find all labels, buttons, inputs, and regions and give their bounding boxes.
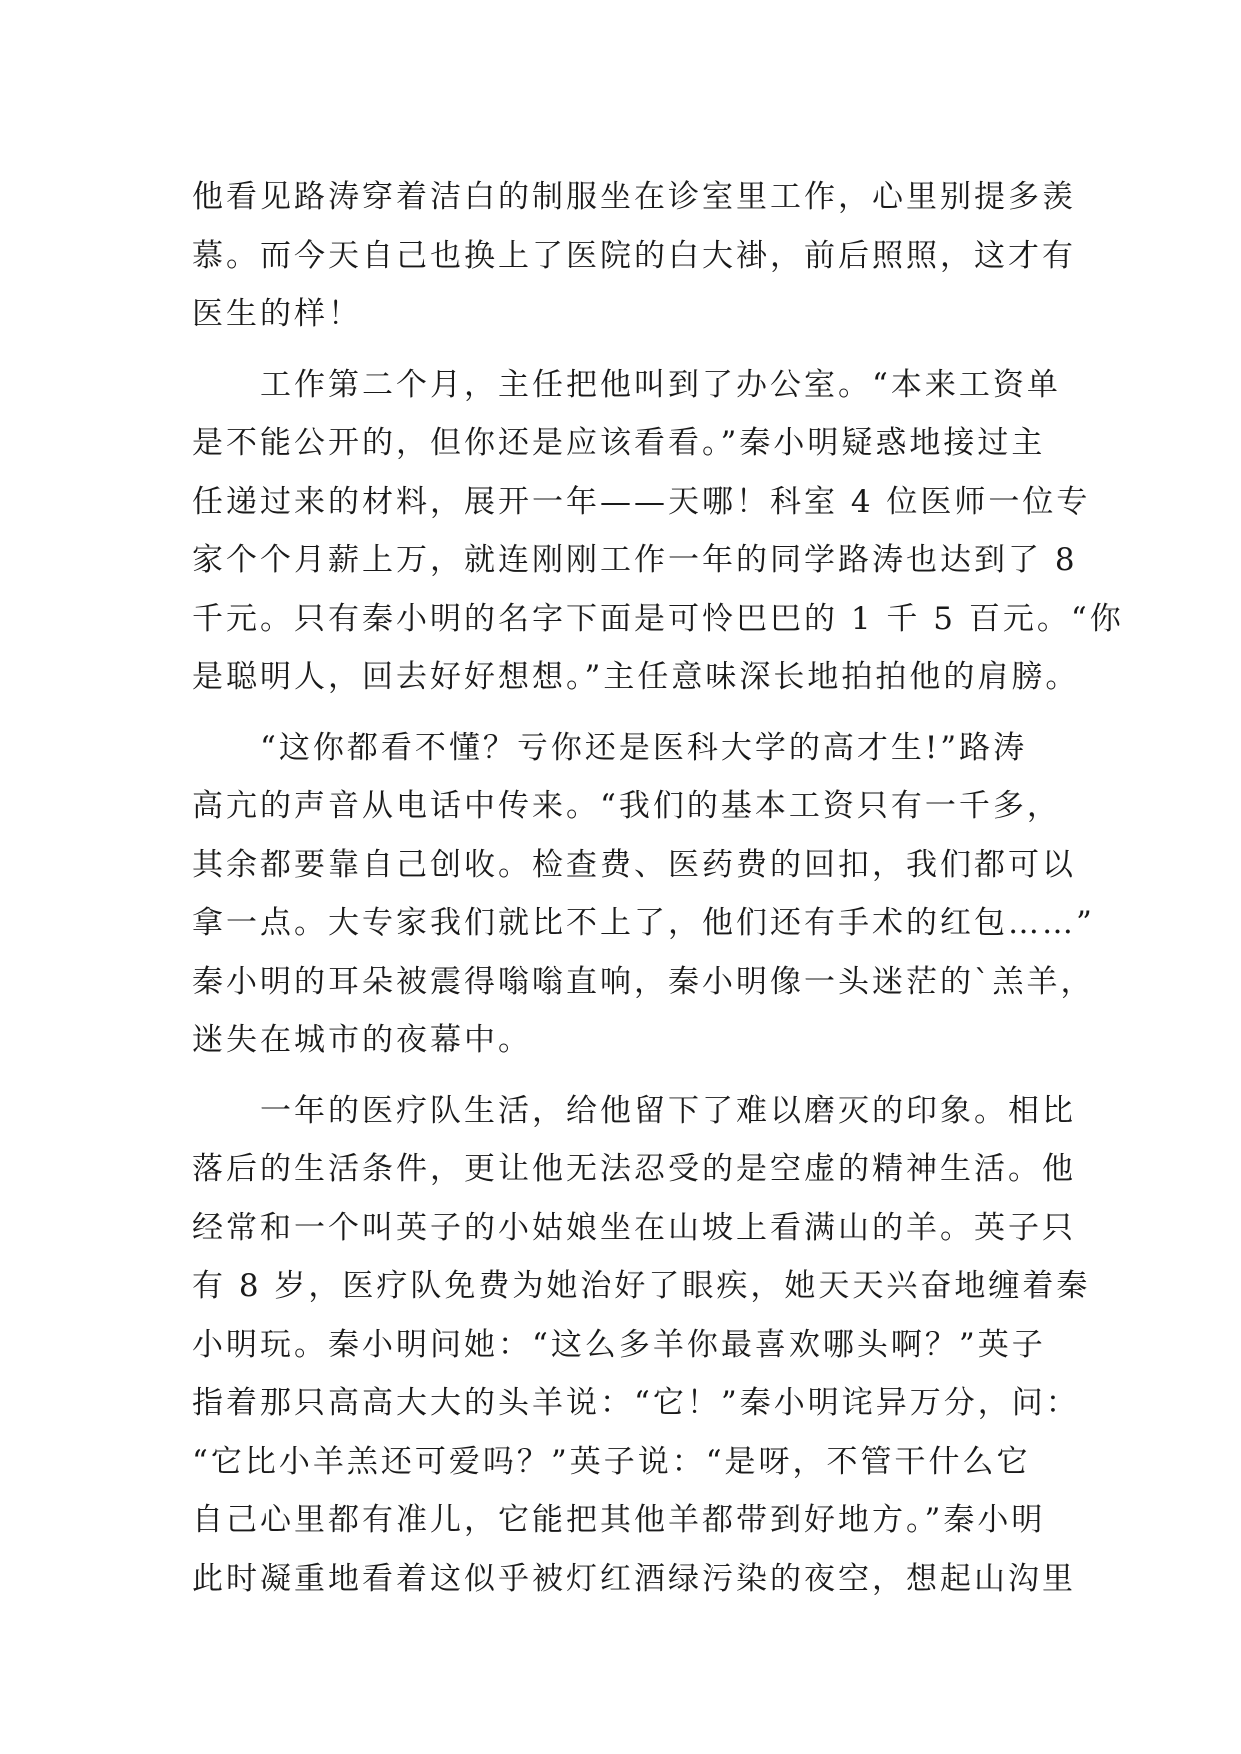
- text-line: 秦小明的耳朵被震得嗡嗡直响，秦小明像一头迷茫的`羔羊，: [192, 963, 1095, 1000]
- text-line: 工作第二个月，主任把他叫到了办公室。“本来工资单: [192, 366, 1061, 403]
- text-line: 落后的生活条件，更让他无法忍受的是空虚的精神生活。他: [192, 1151, 1076, 1187]
- text-line: 慕。而今天自己也换上了医院的白大褂，前后照照，这才有: [192, 237, 1076, 274]
- text-line: 小明玩。秦小明问她：“这么多羊你最喜欢哪头啊？”英子: [192, 1326, 1046, 1363]
- text-line: 经常和一个叫英子的小姑娘坐在山坡上看满山的羊。英子只: [192, 1209, 1076, 1246]
- text-line: “它比小羊羔还可爱吗？”英子说：“是呀，不管干什么它: [192, 1443, 1031, 1480]
- paragraph-1: [192, 168, 1076, 344]
- text-line: 指着那只高高大大的头羊说：“它！”秦小明诧异万分，问：: [192, 1385, 1080, 1421]
- text-line: 自己心里都有准儿，它能把其他羊都带到好地方。”秦小明: [192, 1502, 1046, 1538]
- paragraph-3: [192, 719, 1095, 1070]
- body-text: [192, 168, 1124, 1608]
- text-line: 家个个月薪上万，就连刚刚工作一年的同学路涛也达到了 8: [192, 542, 1078, 578]
- text-line: 千元。只有秦小明的名字下面是可怜巴巴的 1 千 5 百元。“你: [192, 600, 1124, 637]
- text-line: 拿一点。大专家我们就比不上了，他们还有手术的红包……”: [192, 905, 1095, 941]
- text-line: 医生的样！: [192, 296, 362, 332]
- text-line: 迷失在城市的夜幕中。: [192, 1022, 532, 1058]
- text-line: 任递过来的材料，展开一年——天哪！科室 4 位医师一位专: [192, 483, 1091, 520]
- text-line: 高亢的声音从电话中传来。“我们的基本工资只有一千多，: [192, 788, 1061, 824]
- text-line: 其余都要靠自己创收。检查费、医药费的回扣，我们都可以: [192, 846, 1076, 883]
- paragraph-2: [192, 356, 1124, 707]
- text-line: 他看见路涛穿着洁白的制服坐在诊室里工作，心里别提多羡: [192, 179, 1076, 215]
- text-line: 是聪明人，回去好好想想。”主任意味深长地拍拍他的肩膀。: [192, 659, 1080, 695]
- text-line: “这你都看不懂？亏你还是医科大学的高才生!”路涛: [192, 729, 1028, 766]
- paragraph-4: [192, 1082, 1091, 1609]
- text-line: 此时凝重地看着这似乎被灯红酒绿污染的夜空，想起山沟里: [192, 1560, 1076, 1597]
- text-line: 是不能公开的，但你还是应该看看。”秦小明疑惑地接过主: [192, 425, 1046, 461]
- text-line: 一年的医疗队生活，给他留下了难以磨灭的印象。相比: [192, 1092, 1076, 1129]
- text-line: 有 8 岁，医疗队免费为她治好了眼疾，她天天兴奋地缠着秦: [192, 1268, 1091, 1304]
